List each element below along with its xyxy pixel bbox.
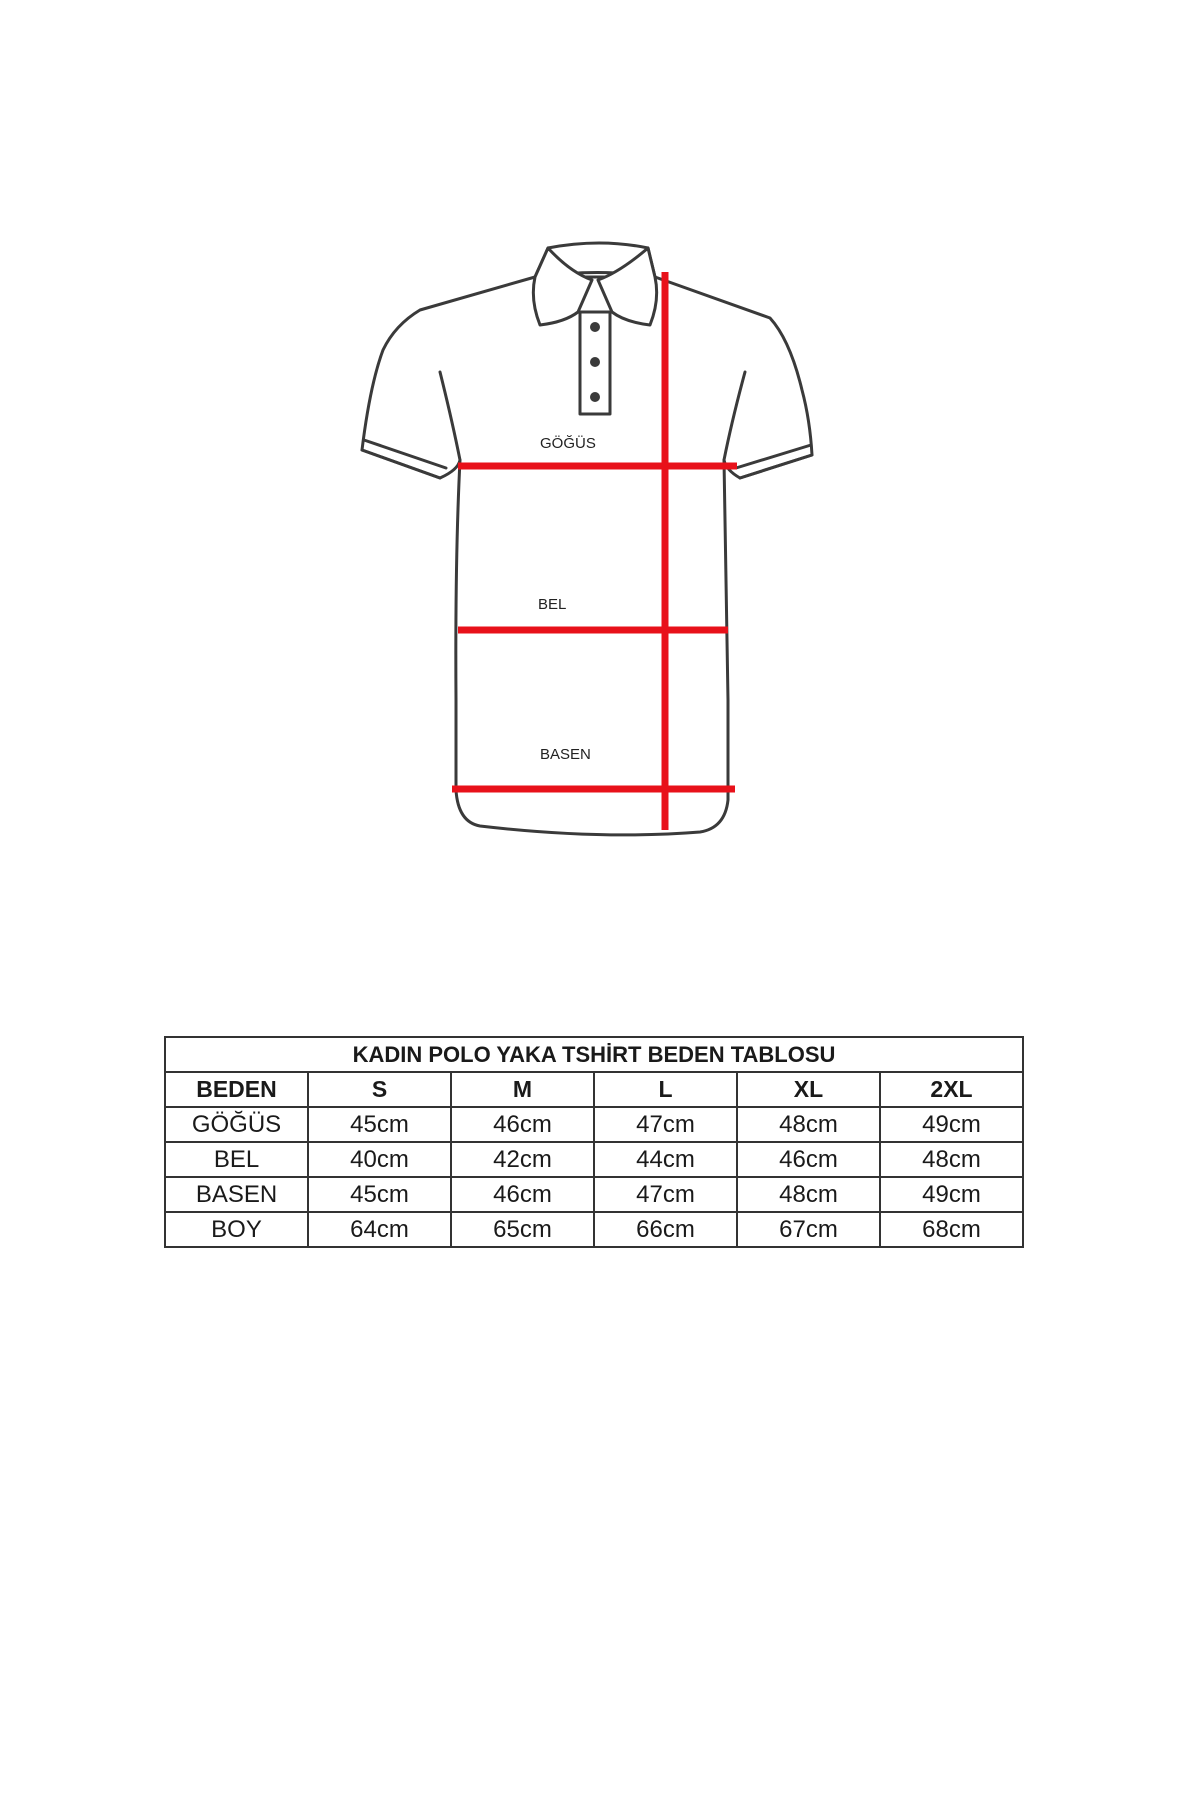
row-label: BOY: [165, 1212, 308, 1247]
table-cell: 65cm: [451, 1212, 594, 1247]
table-row: [165, 1107, 1023, 1142]
table-cell: 44cm: [594, 1142, 737, 1177]
hip-label: BASEN: [540, 746, 591, 763]
chest-label: GÖĞÜS: [540, 435, 596, 452]
row-label: BEL: [165, 1142, 308, 1177]
size-chart: [164, 1036, 1024, 1248]
row-label: GÖĞÜS: [165, 1107, 308, 1142]
table-cell: 68cm: [880, 1212, 1023, 1247]
table-cell: 49cm: [880, 1107, 1023, 1142]
table-cell: 40cm: [308, 1142, 451, 1177]
column-header: M: [451, 1072, 594, 1107]
table-title: KADIN POLO YAKA TSHİRT BEDEN TABLOSU: [165, 1037, 1023, 1072]
table-cell: 46cm: [451, 1107, 594, 1142]
table-cell: 47cm: [594, 1107, 737, 1142]
table-cell: 45cm: [308, 1177, 451, 1212]
table-cell: 48cm: [880, 1142, 1023, 1177]
column-header: S: [308, 1072, 451, 1107]
size-table: [164, 1036, 1024, 1248]
table-cell: 46cm: [737, 1142, 880, 1177]
table-cell: 46cm: [451, 1177, 594, 1212]
column-header: 2XL: [880, 1072, 1023, 1107]
column-header: L: [594, 1072, 737, 1107]
table-cell: 47cm: [594, 1177, 737, 1212]
button-icon: [590, 357, 600, 367]
table-cell: 49cm: [880, 1177, 1023, 1212]
button-icon: [590, 322, 600, 332]
table-row: [165, 1142, 1023, 1177]
table-cell: 45cm: [308, 1107, 451, 1142]
column-header: XL: [737, 1072, 880, 1107]
button-icon: [590, 392, 600, 402]
table-row: [165, 1212, 1023, 1247]
table-row: [165, 1177, 1023, 1212]
table-cell: 64cm: [308, 1212, 451, 1247]
row-label: BASEN: [165, 1177, 308, 1212]
table-cell: 66cm: [594, 1212, 737, 1247]
table-cell: 42cm: [451, 1142, 594, 1177]
table-header-row: [165, 1072, 1023, 1107]
waist-label: BEL: [538, 596, 567, 613]
column-header: BEDEN: [165, 1072, 308, 1107]
table-cell: 48cm: [737, 1107, 880, 1142]
table-cell: 48cm: [737, 1177, 880, 1212]
table-cell: 67cm: [737, 1212, 880, 1247]
